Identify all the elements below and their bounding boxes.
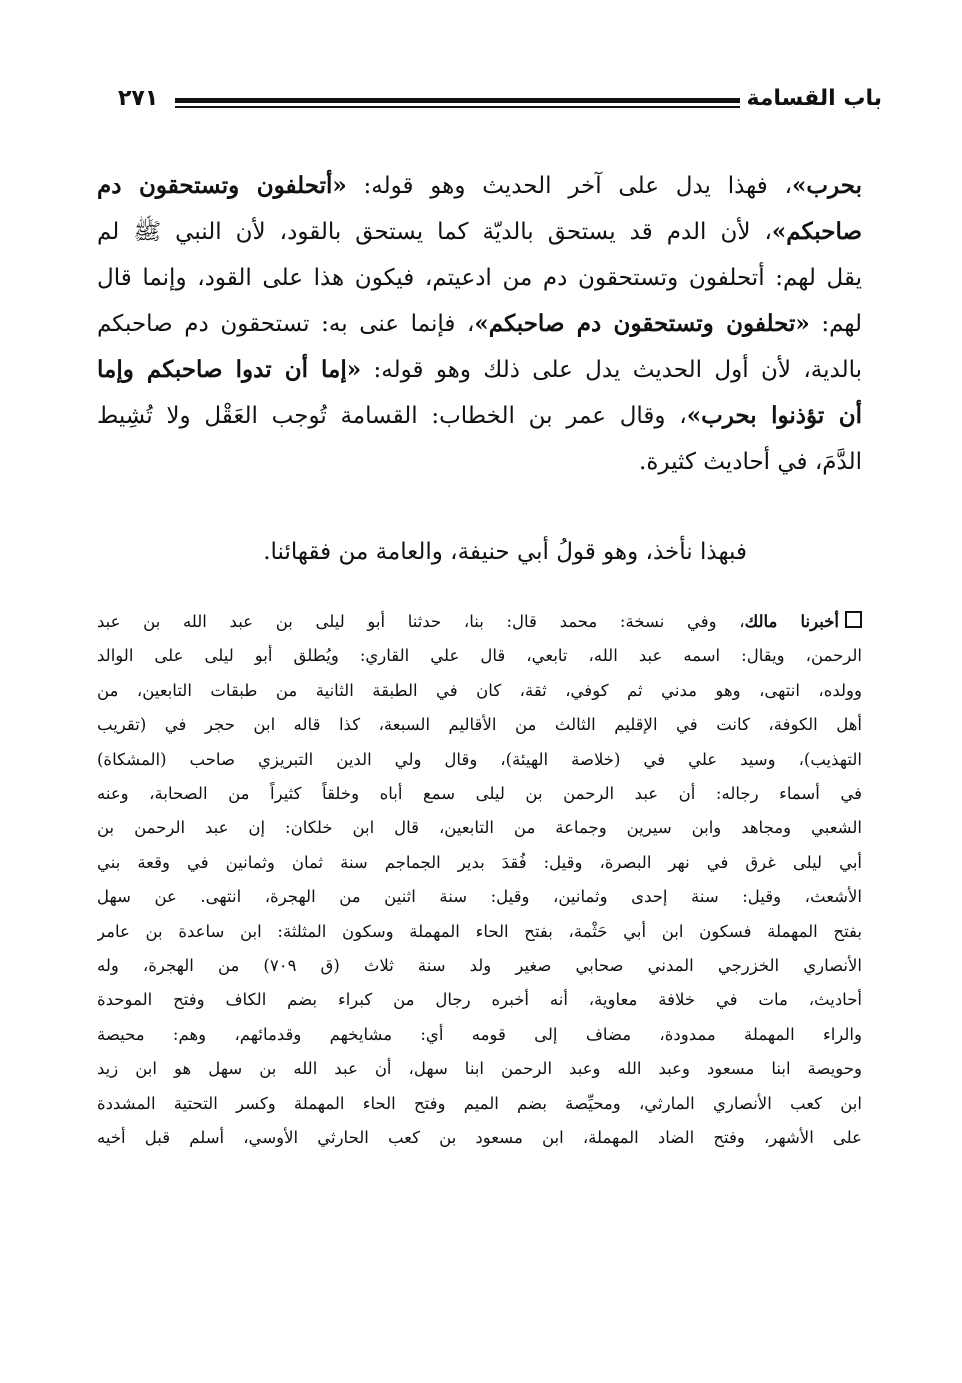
commentary-line <box>97 1088 862 1120</box>
text-segment: ، فإنما عنى به: تستحقون دم صاحبكم <box>97 311 475 337</box>
main-text-line <box>97 258 862 298</box>
main-text-line <box>97 350 862 390</box>
main-text-line <box>97 212 862 252</box>
commentary-line <box>97 847 862 879</box>
text-segment: أحاديث، مات في خلافة معاوية، أنه أخبره رجال من كبراء بضم الكاف وفتح الموحدة <box>97 990 862 1010</box>
bold-text-segment: «إما أن تدوا صاحبكم وإما <box>97 356 362 383</box>
bold-text-segment: «تحلفون وتستحقون دم صاحبكم» <box>474 310 810 337</box>
commentary-line <box>97 778 862 810</box>
text-segment: والراء المهملة ممدودة، مضاف إلى قومه أي: مشايخهم وقدمائهم، وهم: محيصة <box>97 1024 862 1044</box>
text-segment: بالدية، لأن أول الحديث يدل على ذلك وهو قوله: <box>361 357 862 383</box>
text-segment: أهل الكوفة، كانت في الإقليم الثالث من الأقاليم السبعة، كذا قاله ابن حجر في (تقريب <box>97 715 862 735</box>
commentary-line <box>97 1019 862 1051</box>
header-rule <box>175 98 740 103</box>
bold-text-segment: بحرب» <box>792 172 862 199</box>
conclusion-line: فبهذا نأخذ، وهو قولُ أبي حنيفة، والعامة من فقهائنا. <box>263 539 747 565</box>
text-segment: ، فهذا يدل على آخر الحديث وهو قوله: <box>346 173 793 199</box>
commentary-line <box>97 812 862 844</box>
text-segment: التهذيب)، وسيد علي في (خلاصة الهيئة)، وقال ولي الدين التبريزي صاحب (المشكاة) <box>97 749 862 769</box>
text-segment: الرحمن، ويقال: اسمه عبد الله، تابعي، قال علي القاري: ويُطلق أبو ليلى على الوالد <box>97 646 862 666</box>
commentary-line <box>97 709 862 741</box>
text-segment: في أسماء رجاله: أن عبد الرحمن بن ليلى سمع أباه وخلقاً كثيراً من الصحابة، وعنه <box>97 784 862 803</box>
text-segment: بفتح المهملة فسكون ابن أبي حَثْمة، بفتح الحاء المهملة وسكون المثلثة: ابن ساعدة بن عامر <box>97 921 862 941</box>
text-segment: لهم: <box>809 311 862 337</box>
commentary-line <box>97 675 862 707</box>
text-segment: الشعبي ومجاهد وابن سيرين وجماعة من التابعين، قال ابن خلكان: إن عبد الرحمن بن <box>97 818 862 838</box>
text-segment: أبي ليلى غرق في نهر البصرة، وقيل: فُقدَ بدير الجماجم سنة ثمان وثمانين في وقعة بني <box>97 852 862 872</box>
commentary-line <box>97 984 862 1016</box>
bold-text-segment: صاحبكم» <box>771 218 862 245</box>
text-segment: وحويصة ابنا مسعود وعبد الله وعبد الرحمن ابنا سهل، أن عبد الله بن سهل هو ابن زيد <box>97 1059 862 1079</box>
text-segment: ، وقال عمر بن الخطاب: القسامة تُوجب العَقْل ولا تُشِيط <box>97 403 687 429</box>
commentary-line <box>97 1122 862 1154</box>
commentary-line <box>97 606 862 638</box>
text-segment: ، لأن الدم قد يستحق بالديّة كما يستحق بالقود، لأن النبي ﷺ لم <box>97 219 772 245</box>
commentary-line <box>97 881 862 913</box>
main-text-line <box>97 304 862 344</box>
commentary-line <box>97 744 862 776</box>
main-text-line <box>97 166 862 206</box>
main-text-line <box>97 442 862 482</box>
bold-text-segment: «أتحلفون وتستحقون دم <box>97 172 347 199</box>
text-segment: على الأشهر، وفتح الضاد المهملة، ابن مسعود بن كعب الحارثي الأوسي، أسلم قبل أخيه <box>97 1128 862 1147</box>
text-segment: الأنصاري الخزرجي المدني صحابي صغير ولد سنة ثلاث (ق ٧٠٩) من الهجرة، وله <box>97 956 862 975</box>
text-segment: الدَّمَ، في أحاديث كثيرة. <box>639 449 862 475</box>
text-segment: ، وفي نسخة: محمد قال: بنا، حدثنا أبو ليلى بن عبد الله بن عبد <box>97 612 745 631</box>
header-rule-thin <box>175 106 740 108</box>
commentary-line <box>97 640 862 672</box>
commentary-line <box>97 950 862 982</box>
main-text-line <box>97 396 862 436</box>
chapter-title: باب القسامة <box>746 86 882 111</box>
square-marker-icon <box>845 611 862 628</box>
commentary-line <box>97 1053 862 1085</box>
text-segment: ابن كعب الأنصاري المارثي، ومحيِّصة بضم الميم وفتح الحاء المهملة وكسر التحتية المشددة <box>97 1093 862 1113</box>
text-segment: الأشعث، وقيل: سنة إحدى وثمانين، وقيل: سنة اثنين من الهجرة، انتهى. عن سهل <box>97 887 862 907</box>
bold-text-segment: أن تؤذنوا بحرب» <box>686 402 862 429</box>
bold-text-segment: أخبرنا مالك <box>744 612 840 631</box>
page-number: ٢٧١ <box>118 86 159 111</box>
text-segment: وولده، انتهى، وهو مدني ثم كوفي، ثقة، كان في الطبقة الثانية من طبقات التابعين، من <box>97 680 862 700</box>
text-segment: يقل لهم: أتحلفون وتستحقون دم من ادعيتم، فيكون هذا على القود، وإنما قال <box>97 265 862 291</box>
commentary-line <box>97 916 862 948</box>
